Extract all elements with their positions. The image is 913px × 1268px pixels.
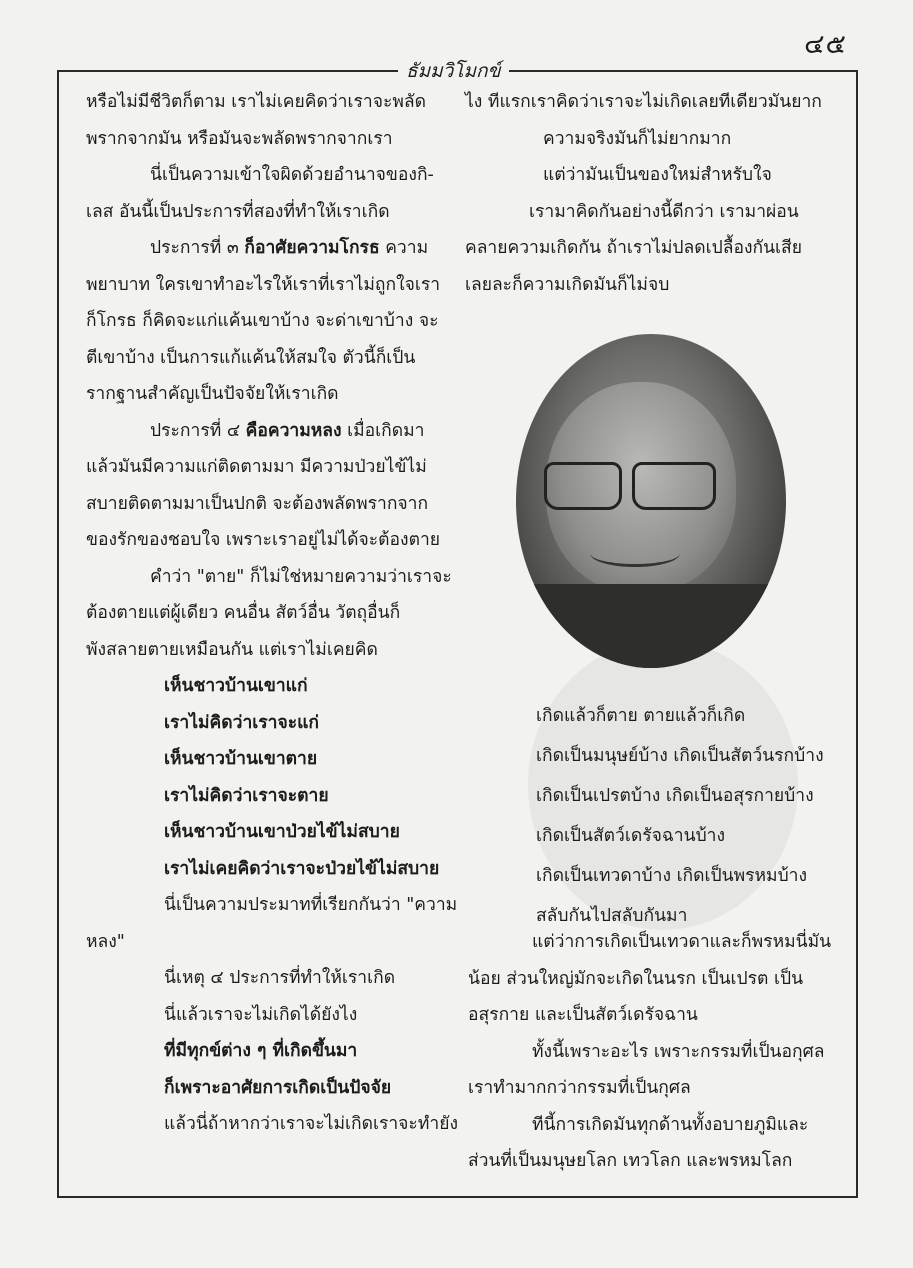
left-column-line: เห็นชาวบ้านเขาตาย — [164, 749, 318, 769]
left-column-line: ของรักของชอบใจ เพราะเราอยู่ไม่ได้จะต้องตาย — [86, 530, 441, 550]
verse-line: เกิดแล้วก็ตาย ตายแล้วก็เกิด — [536, 706, 746, 726]
right-column-top — [465, 84, 835, 303]
left-column-line: สบายติดตามมาเป็นปกติ จะต้องพลัดพรากจาก — [86, 493, 429, 514]
left-column-line: เลส อันนี้เป็นประการที่สองที่ทำให้เราเกิด — [86, 201, 390, 222]
left-column-line: ก็เพราะอาศัยการเกิดเป็นปัจจัย — [164, 1077, 392, 1098]
verse-line: เกิดเป็นเปรตบ้าง เกิดเป็นอสุรกายบ้าง — [536, 786, 814, 806]
left-column-line: เราไม่คิดว่าเราจะตาย — [164, 785, 329, 806]
left-column-line: เราไม่คิดว่าเราจะแก่ — [164, 712, 320, 733]
portrait-glasses-left — [544, 462, 622, 510]
right-column-line: ทั้งนี้เพราะอะไร เพราะกรรมที่เป็นอกุศล — [532, 1041, 825, 1062]
bold-phrase: ก็อาศัยความโกรธ — [244, 238, 380, 258]
bold-phrase: คือความหลง — [245, 420, 342, 441]
verse-block — [536, 696, 836, 936]
page-number: ๔๕ — [804, 29, 847, 60]
left-column-line: เห็นชาวบ้านเขาป่วยไข้ไม่สบาย — [164, 822, 400, 842]
right-column-line: ไง ทีแรกเราคิดว่าเราจะไม่เกิดเลยทีเดียวมันยาก — [465, 92, 822, 112]
right-column-line: น้อย ส่วนใหญ่มักจะเกิดในนรก เป็นเปรต เป็น — [468, 968, 804, 989]
portrait-smile — [590, 540, 680, 567]
verse-line: เกิดเป็นมนุษย์บ้าง เกิดเป็นสัตว์นรกบ้าง — [536, 746, 824, 766]
left-column-line: ตีเขาบ้าง เป็นการแก้แค้นให้สมใจ ตัวนี้ก็เป็น — [86, 347, 416, 368]
left-column-line: นี่เหตุ ๔ ประการที่ทำให้เราเกิด — [164, 968, 396, 988]
left-column-line: ประการที่ ๔ คือความหลง เมื่อเกิดมา — [150, 420, 425, 441]
verse-line: เกิดเป็นสัตว์เดรัจฉานบ้าง — [536, 826, 726, 846]
left-column-line: พังสลายตายเหมือนกัน แต่เราไม่เคยคิด — [86, 639, 378, 660]
left-column-line: ประการที่ ๓ ก็อาศัยความโกรธ ความ — [150, 238, 429, 258]
left-column — [86, 84, 458, 1143]
left-column-line: รากฐานสำคัญเป็นปัจจัยให้เราเกิด — [86, 384, 339, 404]
right-column-line: แต่ว่ามันเป็นของใหม่สำหรับใจ — [543, 165, 772, 185]
verse-line: สลับกันไปสลับกันมา — [536, 906, 688, 926]
left-column-line: นี่เป็นความเข้าใจผิดด้วยอำนาจของกิ- — [150, 165, 434, 185]
right-column-line: คลายความเกิดกัน ถ้าเราไม่ปลดเปลื้องกันเสีย — [465, 238, 802, 258]
left-column-line: ต้องตายแต่ผู้เดียว คนอื่น สัตว์อื่น วัตถุอื่นก็ — [86, 603, 401, 623]
left-column-line: หรือไม่มีชีวิตก็ตาม เราไม่เคยคิดว่าเราจะพลัด — [86, 92, 426, 112]
left-column-line: หลง" — [86, 931, 125, 952]
left-column-line: ก็โกรธ ก็คิดจะแก่แค้นเขาบ้าง จะด่าเขาบ้าง จะ — [86, 311, 439, 331]
right-column-line: อสุรกาย และเป็นสัตว์เดรัจฉาน — [468, 1005, 698, 1025]
left-column-line: พรากจากมัน หรือมันจะพลัดพรากจากเรา — [86, 128, 393, 149]
right-column-line: ทีนี้การเกิดมันทุกด้านทั้งอบายภูมิและ — [532, 1114, 809, 1135]
right-column-line: เรามาคิดกันอย่างนี้ดีกว่า เรามาผ่อน — [529, 201, 799, 222]
left-column-line: นี่เป็นความประมาทที่เรียกกันว่า "ความ — [164, 895, 458, 915]
right-column-line: ส่วนที่เป็นมนุษยโลก เทวโลก และพรหมโลก — [468, 1151, 793, 1171]
monk-portrait-photo — [516, 334, 786, 668]
portrait-robe — [516, 584, 786, 668]
right-column-bottom — [468, 924, 838, 1180]
right-column-line: เราทำมากกว่ากรรมที่เป็นกุศล — [468, 1078, 691, 1098]
verse-line: เกิดเป็นเทวดาบ้าง เกิดเป็นพรหมบ้าง — [536, 866, 808, 886]
right-column-line: เลยละก็ความเกิดมันก็ไม่จบ — [465, 274, 670, 295]
left-column-line: พยาบาท ใครเขาทำอะไรให้เราที่เราไม่ถูกใจเรา — [86, 274, 441, 295]
left-column-line: นี่แล้วเราจะไม่เกิดได้ยังไง — [164, 1004, 358, 1025]
portrait-glasses-right — [632, 462, 716, 510]
left-column-line: เราไม่เคยคิดว่าเราจะป่วยไข้ไม่สบาย — [164, 858, 440, 879]
left-column-line: แล้วมันมีความแก่ติดตามมา มีความป่วยไข้ไม่ — [86, 457, 427, 477]
left-column-line: ที่มีทุกข์ต่าง ๆ ที่เกิดขึ้นมา — [164, 1041, 358, 1061]
running-head: ธัมมวิโมกข์ — [398, 56, 509, 86]
left-column-line: แล้วนี่ถ้าหากว่าเราจะไม่เกิดเราจะทำยัง — [164, 1114, 458, 1134]
left-column-line: เห็นชาวบ้านเขาแก่ — [164, 676, 308, 696]
right-column-line: แต่ว่าการเกิดเป็นเทวดาและก็พรหมนี่มัน — [532, 932, 832, 952]
left-column-line: คำว่า "ตาย" ก็ไม่ใช่หมายความว่าเราจะ — [150, 566, 452, 587]
right-column-line: ความจริงมันก็ไม่ยากมาก — [543, 128, 732, 149]
